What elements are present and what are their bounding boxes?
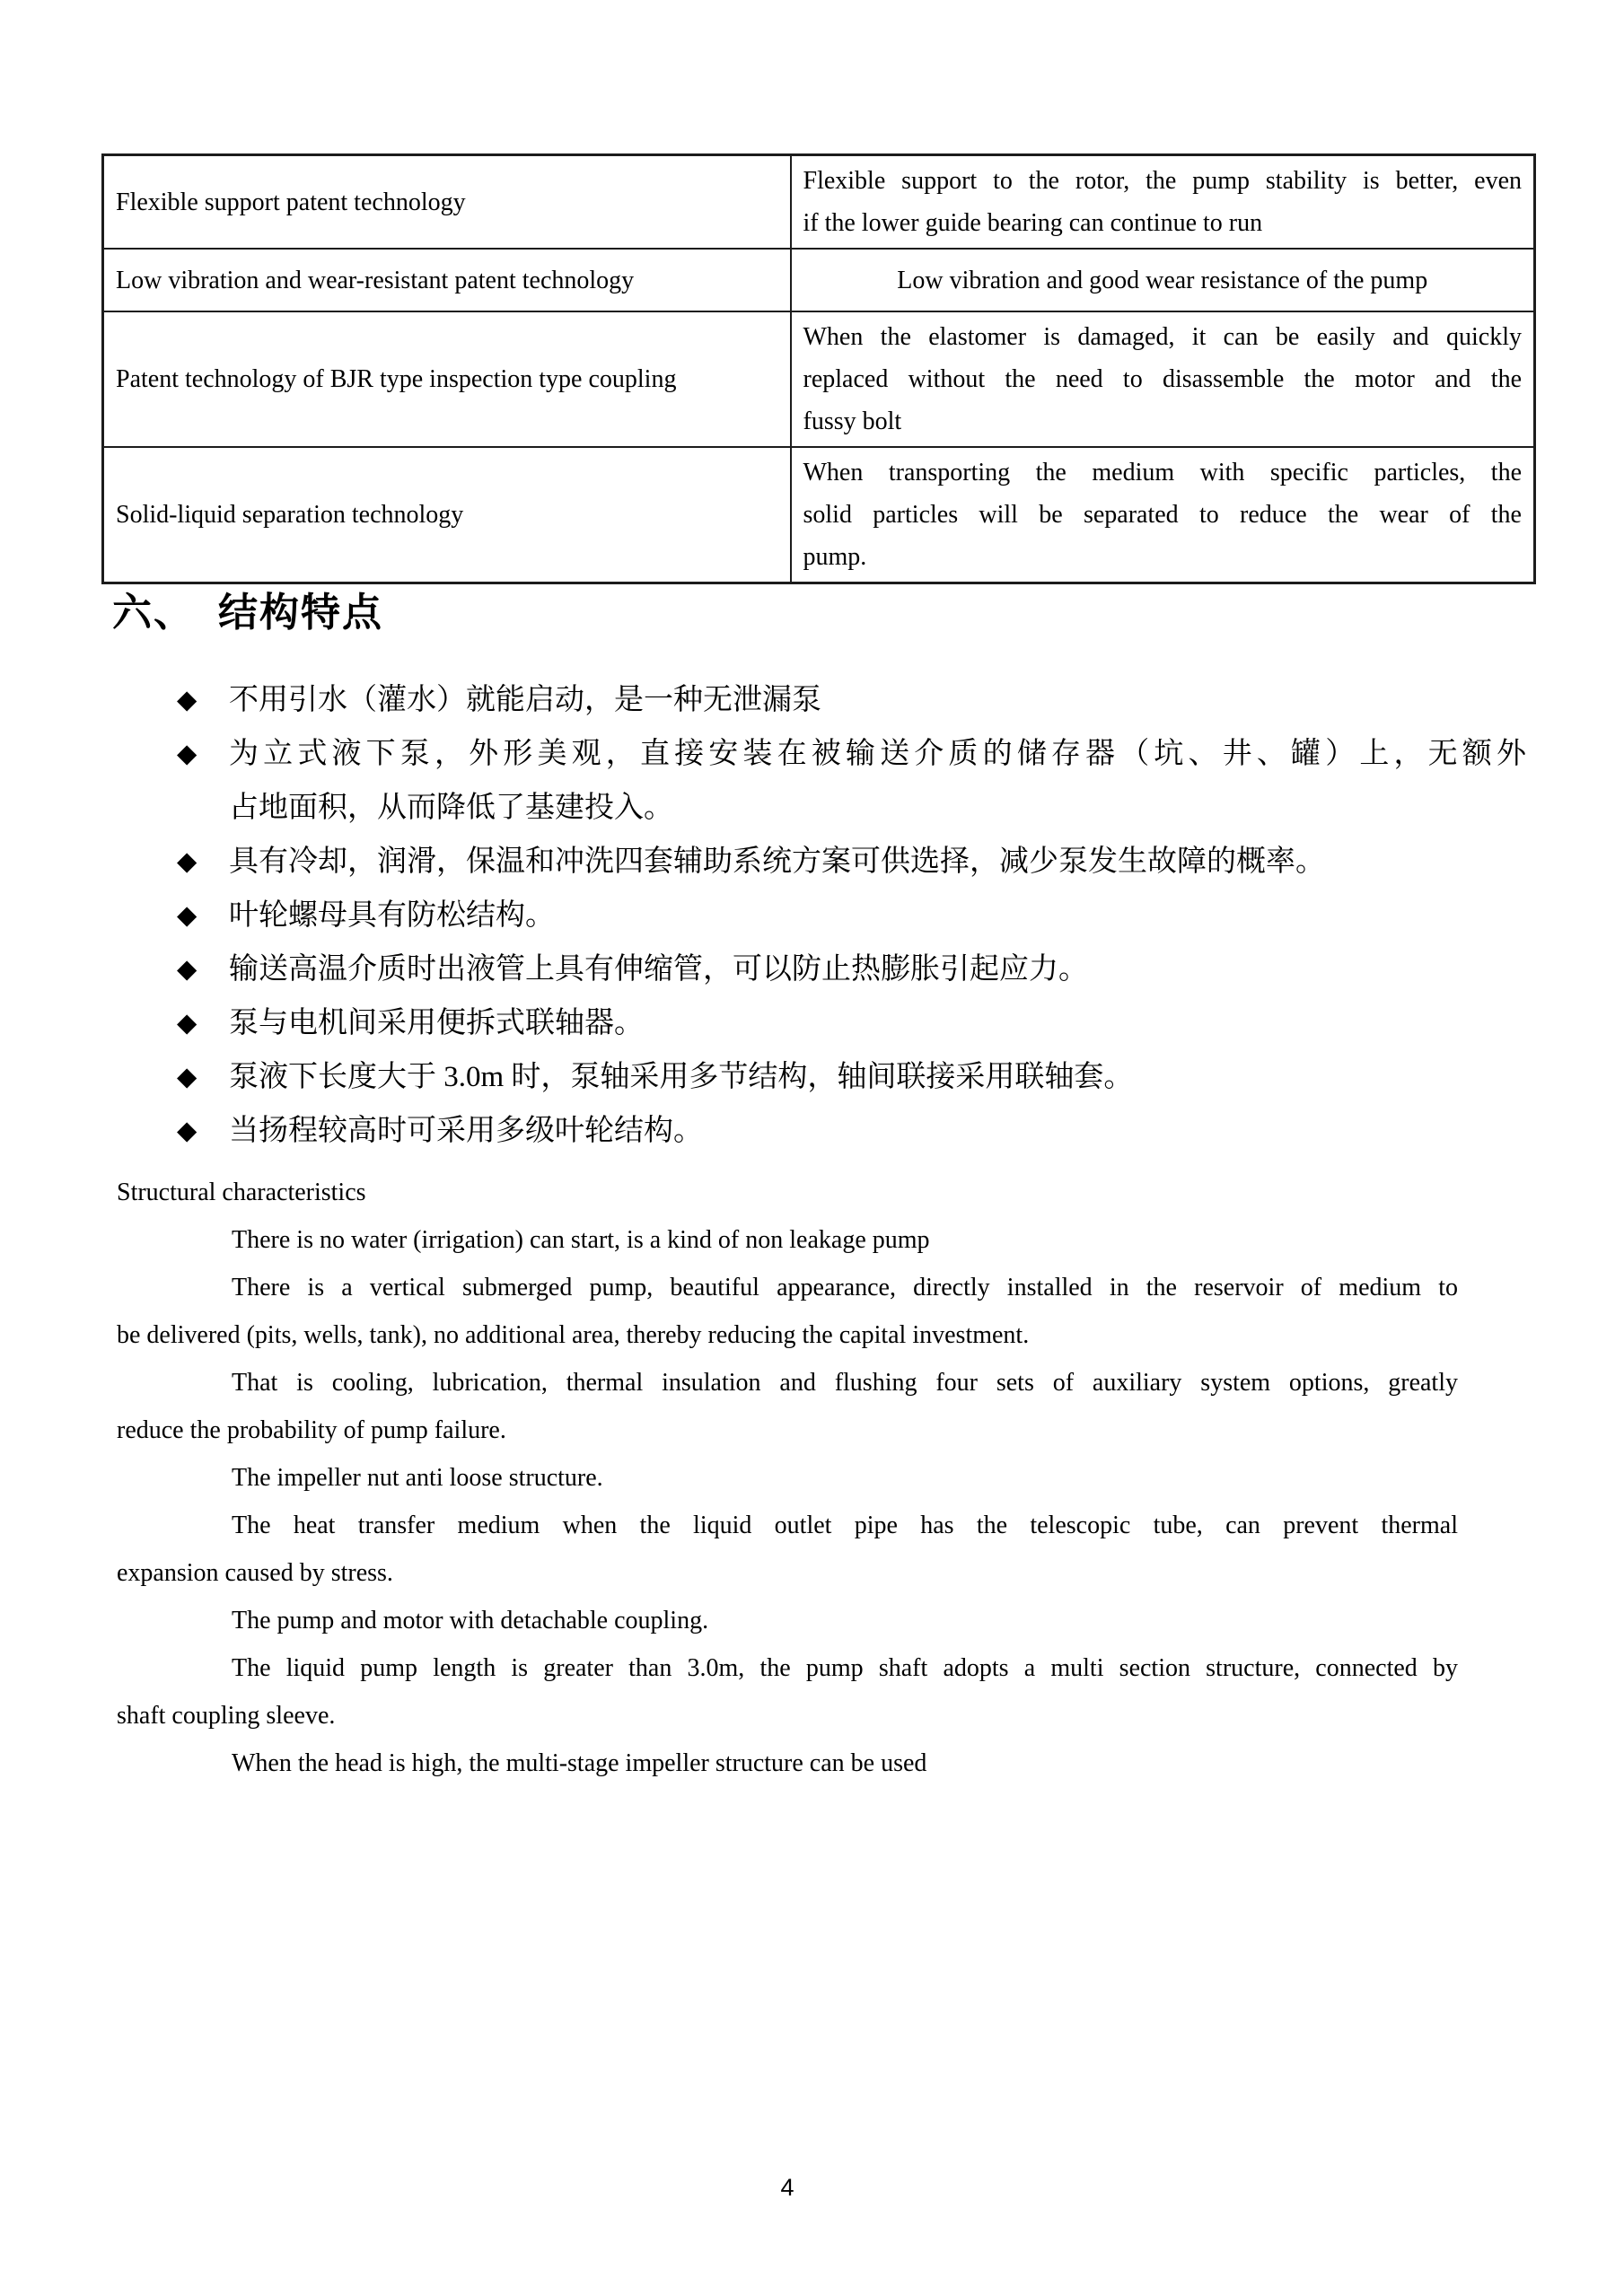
paragraph-line: reduce the probability of pump failure. bbox=[117, 1416, 506, 1444]
paragraph-line: The liquid pump length is greater than 3.0m, the pump shaft adopts a multi section structure, connected by bbox=[232, 1654, 1458, 1682]
bullet-line: 泵液下长度大于 3.0m 时，泵轴采用多节结构，轴间联接采用联轴套。 bbox=[229, 1061, 1134, 1093]
bullet-text bbox=[229, 727, 1526, 835]
diamond-bullet-icon: ◆ bbox=[177, 1117, 198, 1145]
bullet-item bbox=[177, 1104, 1526, 1158]
diamond-bullet-icon: ◆ bbox=[177, 901, 198, 930]
paragraph-line: There is a vertical submerged pump, beautiful appearance, directly installed in the reservoir of medium to bbox=[232, 1274, 1458, 1301]
desc-line: When the elastomer is damaged, it can be easily and quickly bbox=[803, 323, 1522, 351]
bullet-text bbox=[229, 889, 1526, 942]
feature-name-cell: Patent technology of BJR type inspection type coupling bbox=[103, 311, 791, 447]
diamond-bullet-icon: ◆ bbox=[177, 686, 198, 714]
features-table bbox=[101, 153, 1536, 584]
bullet-line: 叶轮螺母具有防松结构。 bbox=[229, 899, 555, 932]
desc-line: Low vibration and good wear resistance of the pump bbox=[897, 266, 1428, 294]
desc-line: fussy bolt bbox=[803, 407, 902, 435]
bullet-item bbox=[177, 942, 1526, 996]
table-row bbox=[103, 249, 1535, 311]
bullet-line: 具有冷却，润滑，保温和冲洗四套辅助系统方案可供选择，减少泵发生故障的概率。 bbox=[229, 846, 1325, 878]
english-section bbox=[117, 1169, 1458, 1787]
paragraph bbox=[117, 1454, 1458, 1502]
bullet-item bbox=[177, 1050, 1526, 1104]
diamond-bullet-icon: ◆ bbox=[177, 740, 198, 768]
paragraph-line: The pump and motor with detachable coupling. bbox=[232, 1607, 709, 1634]
feature-desc-cell bbox=[791, 155, 1535, 250]
feature-desc-cell bbox=[791, 311, 1535, 447]
bullet-line: 当扬程较高时可采用多级叶轮结构。 bbox=[229, 1115, 703, 1147]
bullet-line: 不用引水（灌水）就能启动，是一种无泄漏泵 bbox=[229, 684, 821, 716]
paragraph-line: That is cooling, lubrication, thermal insulation and flushing four sets of auxiliary system options, greatly bbox=[232, 1369, 1458, 1397]
bullet-item bbox=[177, 889, 1526, 942]
bullet-line: 输送高温介质时出液管上具有伸缩管，可以防止热膨胀引起应力。 bbox=[229, 953, 1088, 986]
desc-line: Flexible support to the rotor, the pump stability is better, even bbox=[803, 167, 1522, 195]
paragraph bbox=[117, 1264, 1458, 1359]
paragraph-line: There is no water (irrigation) can start, is a kind of non leakage pump bbox=[232, 1226, 930, 1254]
bullet-item bbox=[177, 835, 1526, 889]
page-number: 4 bbox=[780, 2174, 794, 2201]
feature-desc-cell bbox=[791, 447, 1535, 583]
bullet-item bbox=[177, 727, 1526, 835]
bullet-list bbox=[177, 673, 1526, 1158]
diamond-bullet-icon: ◆ bbox=[177, 1063, 198, 1091]
table-row bbox=[103, 447, 1535, 583]
bullet-text bbox=[229, 673, 1526, 727]
bullet-text bbox=[229, 1104, 1526, 1158]
paragraph-line: be delivered (pits, wells, tank), no additional area, thereby reducing the capital investment. bbox=[117, 1321, 1030, 1349]
section-title: 结构特点 bbox=[218, 591, 383, 635]
paragraph-line: shaft coupling sleeve. bbox=[117, 1702, 336, 1730]
bullet-line: 占地面积，从而降低了基建投入。 bbox=[229, 792, 673, 824]
paragraph bbox=[117, 1216, 1458, 1264]
bullet-text bbox=[229, 1050, 1526, 1104]
diamond-bullet-icon: ◆ bbox=[177, 955, 198, 984]
bullet-item bbox=[177, 996, 1526, 1050]
paragraph bbox=[117, 1502, 1458, 1597]
bullet-item bbox=[177, 673, 1526, 727]
section-number: 六、 bbox=[112, 591, 195, 635]
desc-line: replaced without the need to disassemble the motor and the bbox=[803, 365, 1522, 393]
section-heading bbox=[112, 585, 383, 641]
paragraph bbox=[117, 1644, 1458, 1740]
desc-line: solid particles will be separated to reduce the wear of the bbox=[803, 501, 1522, 529]
bullet-text bbox=[229, 942, 1526, 996]
paragraph-block bbox=[117, 1216, 1458, 1787]
bullet-line: 泵与电机间采用便拆式联轴器。 bbox=[229, 1007, 644, 1039]
feature-desc-cell bbox=[791, 249, 1535, 311]
bullet-text bbox=[229, 996, 1526, 1050]
paragraph-line: expansion caused by stress. bbox=[117, 1559, 393, 1587]
paragraph-line: The impeller nut anti loose structure. bbox=[232, 1464, 603, 1492]
paragraph bbox=[117, 1597, 1458, 1644]
diamond-bullet-icon: ◆ bbox=[177, 847, 198, 876]
diamond-bullet-icon: ◆ bbox=[177, 1009, 198, 1038]
table-row bbox=[103, 155, 1535, 250]
paragraph bbox=[117, 1740, 1458, 1787]
paragraph bbox=[117, 1359, 1458, 1454]
desc-line: if the lower guide bearing can continue to run bbox=[803, 209, 1263, 237]
desc-line: pump. bbox=[803, 543, 867, 571]
feature-name-cell: Low vibration and wear-resistant patent technology bbox=[103, 249, 791, 311]
desc-line: When transporting the medium with specific particles, the bbox=[803, 459, 1522, 486]
bullet-line: 为立式液下泵，外形美观，直接安装在被输送介质的储存器（坑、井、罐）上，无额外 bbox=[229, 738, 1526, 770]
structural-characteristics-heading: Structural characteristics bbox=[117, 1179, 366, 1206]
features-table-body bbox=[103, 155, 1535, 583]
feature-name-cell: Solid-liquid separation technology bbox=[103, 447, 791, 583]
bullet-text bbox=[229, 835, 1526, 889]
paragraph-line: The heat transfer medium when the liquid outlet pipe has the telescopic tube, can prevent thermal bbox=[232, 1512, 1458, 1539]
feature-name-cell: Flexible support patent technology bbox=[103, 155, 791, 250]
paragraph-line: When the head is high, the multi-stage impeller structure can be used bbox=[232, 1749, 927, 1777]
table-row bbox=[103, 311, 1535, 447]
